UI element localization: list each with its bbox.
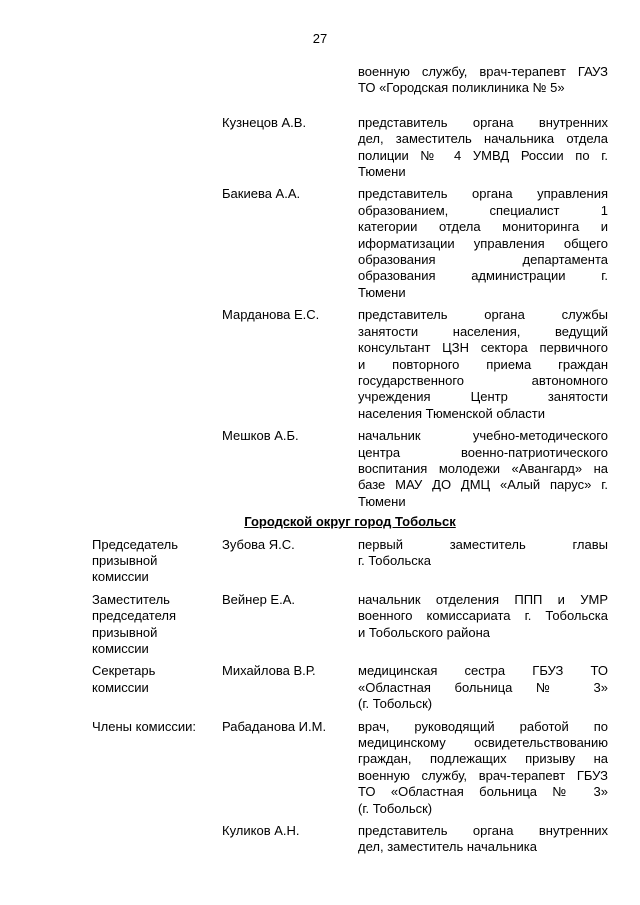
description-line: государственного автономного <box>358 372 608 388</box>
description-line: образованием, специалист 1 <box>358 202 608 218</box>
member-role-line: председателя <box>92 608 177 624</box>
member-name: Мешков А.Б. <box>222 428 299 444</box>
member-row <box>92 64 608 97</box>
member-row <box>92 663 608 712</box>
description-line: дел, заместитель начальника <box>358 839 537 855</box>
member-description <box>358 307 608 422</box>
description-line: центра военно-патриотического <box>358 444 608 460</box>
description-line: граждан, подлежащих призыву на <box>358 751 608 767</box>
member-role <box>92 663 222 696</box>
section-heading: Городской округ город Тобольск <box>244 514 456 530</box>
description-line: медицинскому освидетельствованию <box>358 735 608 751</box>
member-row <box>92 823 608 856</box>
member-description <box>358 537 608 570</box>
description-line: начальник учебно-методического <box>358 428 608 444</box>
description-line: военную службу, врач-терапевт ГАУЗ <box>358 64 608 79</box>
description-line: ТО «Городская поликлиника № 5» <box>358 80 565 96</box>
rows-after <box>92 537 608 856</box>
member-name: Рабаданова И.М. <box>222 718 327 734</box>
description-line: «Областная больница № 3» <box>358 679 608 695</box>
description-line: базе МАУ ДО ДМЦ «Алый парус» г. <box>358 477 608 493</box>
member-role-line: призывной <box>92 552 158 568</box>
description-line: ТО «Областная больница № 3» <box>358 784 608 800</box>
description-line: врач, руководящий работой по <box>358 718 608 734</box>
member-row <box>92 307 608 422</box>
description-line: образования департамента <box>358 252 608 268</box>
description-line: первый заместитель главы <box>358 536 608 552</box>
description-line: представитель органа службы <box>358 307 608 323</box>
description-line: населения Тюменской области <box>358 405 545 421</box>
member-row <box>92 537 608 586</box>
member-description <box>358 592 608 641</box>
member-name: Марданова Е.С. <box>222 307 320 323</box>
description-line: представитель органа внутренних <box>358 114 608 130</box>
member-role-line: Секретарь <box>92 663 156 679</box>
member-name: Куликов А.Н. <box>222 823 300 839</box>
member-role-line: призывной <box>92 624 158 640</box>
member-row <box>92 719 608 817</box>
description-line: г. Тобольска <box>358 552 431 568</box>
description-line: и повторного приема граждан <box>358 356 608 372</box>
description-line: категории отдела мониторинга и <box>358 219 608 235</box>
member-description <box>358 823 608 856</box>
member-name: Бакиева А.А. <box>222 186 301 202</box>
member-description <box>358 64 608 97</box>
description-line: медицинская сестра ГБУЗ ТО <box>358 663 608 679</box>
member-role-line: комиссии <box>92 641 149 656</box>
member-name: Зубова Я.С. <box>222 536 295 552</box>
description-line: занятости населения, ведущий <box>358 323 608 339</box>
member-description <box>358 428 608 510</box>
member-row <box>92 115 608 181</box>
member-role-line: Члены комиссии: <box>92 718 197 734</box>
member-row <box>92 428 608 510</box>
member-role <box>92 719 222 735</box>
description-line: полиции № 4 УМВД России по г. <box>358 147 608 163</box>
description-line: Тюмени <box>358 164 406 180</box>
description-line: военного комиссариата г. Тобольска <box>358 608 608 624</box>
member-role <box>92 592 222 658</box>
description-line: (г. Тобольск) <box>358 696 433 712</box>
description-line: военную службу, врач-терапевт ГБУЗ <box>358 767 608 783</box>
member-name: Кузнецов А.В. <box>222 114 307 130</box>
page-number: 27 <box>312 31 328 46</box>
member-role-line: Заместитель <box>92 591 170 607</box>
description-line: начальник отделения ППП и УМР <box>358 591 608 607</box>
member-description <box>358 186 608 301</box>
description-line: образования администрации г. <box>358 268 608 284</box>
document-body <box>92 64 608 862</box>
description-line: воспитания молодежи «Авангард» на <box>358 460 608 476</box>
member-name: Михайлова В.Р. <box>222 663 316 679</box>
description-line: представитель органа управления <box>358 186 608 202</box>
member-role-line: Председатель <box>92 536 179 552</box>
description-line: (г. Тобольск) <box>358 800 433 816</box>
member-row <box>92 186 608 301</box>
description-line: Тюмени <box>358 284 406 300</box>
member-description <box>358 719 608 817</box>
member-name: Вейнер Е.А. <box>222 591 295 607</box>
description-line: консультант ЦЗН сектора первичного <box>358 340 608 356</box>
member-role-line: комиссии <box>92 679 149 695</box>
description-line: иформатизации управления общего <box>358 235 608 251</box>
description-line: и Тобольского района <box>358 624 490 640</box>
description-line: представитель органа внутренних <box>358 823 608 839</box>
description-line: учреждения Центр занятости <box>358 389 608 405</box>
member-description <box>358 115 608 181</box>
member-description <box>358 663 608 712</box>
member-role-line: комиссии <box>92 569 149 585</box>
description-line: дел, заместитель начальника отдела <box>358 131 608 147</box>
rows-before <box>92 64 608 510</box>
description-line: Тюмени <box>358 493 406 509</box>
member-row <box>92 592 608 658</box>
member-role <box>92 537 222 586</box>
